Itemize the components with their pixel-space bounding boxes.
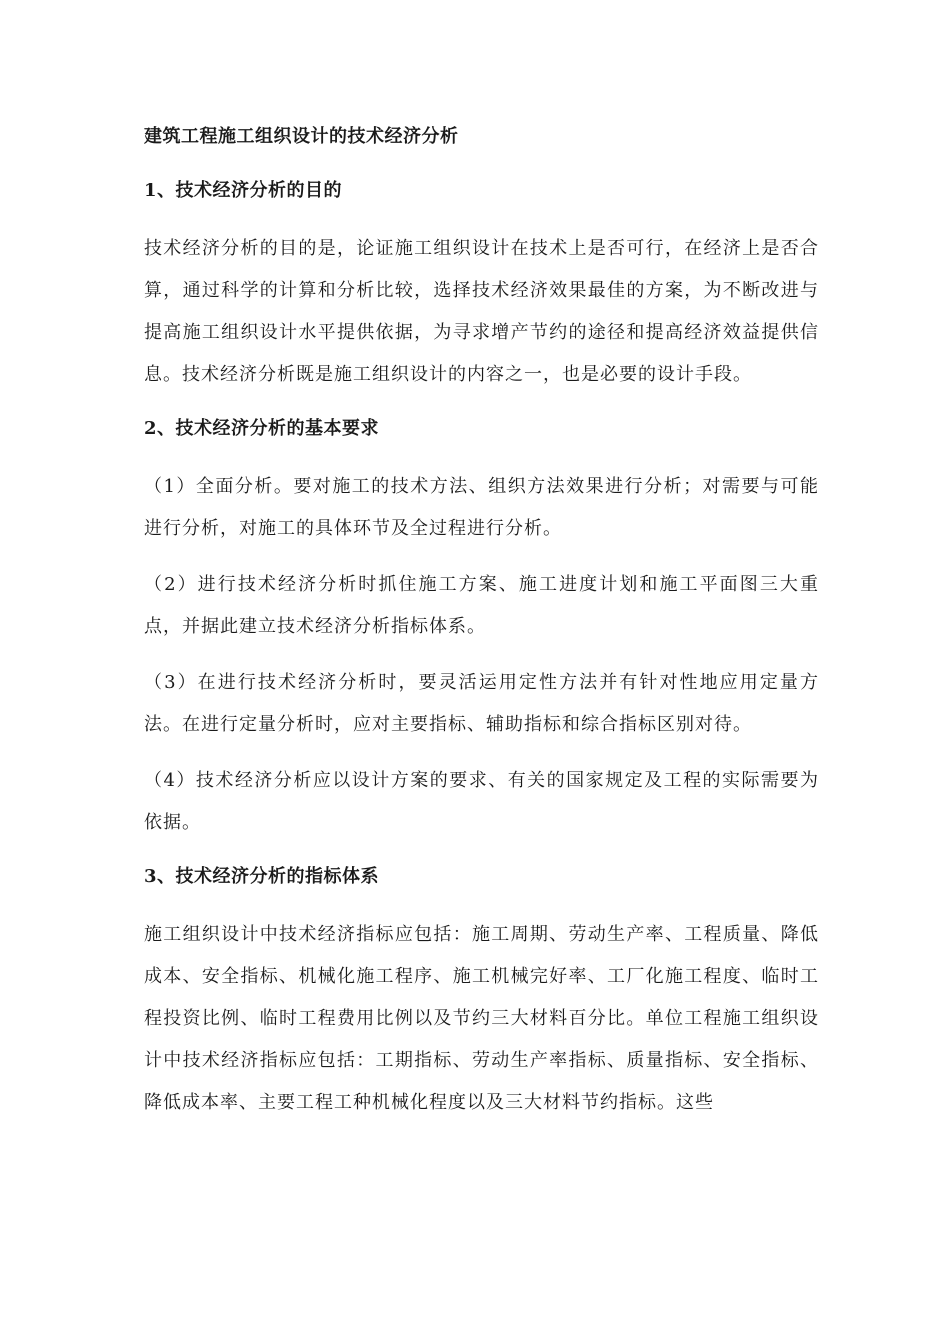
section-2-item-2: （2）进行技术经济分析时抓住施工方案、施工进度计划和施工平面图三大重点，并据此建立技术经济分析指标体系。 <box>144 574 819 637</box>
document-body <box>144 122 819 1136</box>
section-1-paragraph: 技术经济分析的目的是，论证施工组织设计在技术上是否可行，在经济上是否合算，通过科学的计算和分析比较，选择技术经济效果最佳的方案，为不断改进与提高施工组织设计水平提供依据，为寻求增产节约的途径和提高经济效益提供信息。技术经济分析既是施工组织设计的内容之一，也是必要的设计手段。 <box>144 238 819 385</box>
section-2-item-4: （4）技术经济分析应以设计方案的要求、有关的国家规定及工程的实际需要为依据。 <box>144 770 819 833</box>
section-1-heading: 1、技术经济分析的目的 <box>144 180 343 201</box>
section-2-item-3: （3）在进行技术经济分析时，要灵活运用定性方法并有针对性地应用定量方法。在进行定量分析时，应对主要指标、辅助指标和综合指标区别对待。 <box>144 672 819 735</box>
section-2-item-1: （1）全面分析。要对施工的技术方法、组织方法效果进行分析；对需要与可能进行分析，对施工的具体环节及全过程进行分析。 <box>144 476 819 539</box>
section-2-heading: 2、技术经济分析的基本要求 <box>144 418 380 439</box>
section-3-heading: 3、技术经济分析的指标体系 <box>144 866 380 887</box>
section-3-paragraph: 施工组织设计中技术经济指标应包括：施工周期、劳动生产率、工程质量、降低成本、安全指标、机械化施工程序、施工机械完好率、工厂化施工程度、临时工程投资比例、临时工程费用比例以及节约三大材料百分比。单位工程施工组织设计中技术经济指标应包括：工期指标、劳动生产率指标、质量指标、安全指标、降低成本率、主要工程工种机械化程度以及三大材料节约指标。这些 <box>144 924 819 1113</box>
document-title: 建筑工程施工组织设计的技术经济分析 <box>144 126 459 147</box>
